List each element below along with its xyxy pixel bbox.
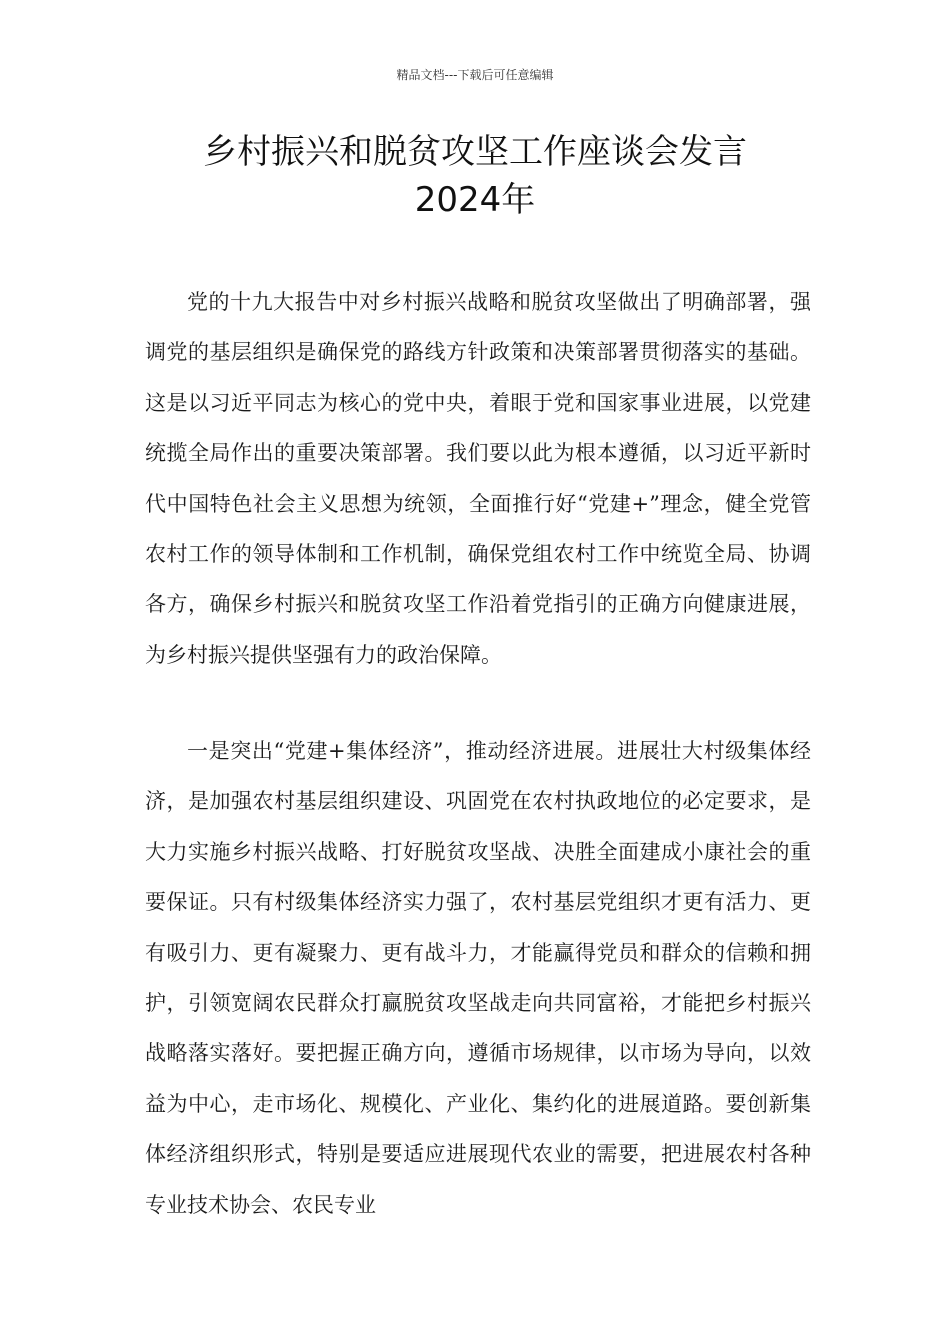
title-line-1: 乡村振兴和脱贫攻坚工作座谈会发言 (203, 132, 747, 172)
paragraph-1: 党的十九大报告中对乡村振兴战略和脱贫攻坚做出了明确部署，强调党的基层组织是确保党的路线方针政策和决策部署贯彻落实的基础。这是以习近平同志为核心的党中央，着眼于党和国家事业进展，以党建统揽全局作出的重要决策部署。我们要以此为根本遵循，以习近平新时代中国特色社会主义思想为统领，全面推行好“党建+”理念，健全党管农村工作的领导体制和工作机制，确保党组农村工作中统览全局、协调各方，确保乡村振兴和脱贫攻坚工作沿着党指引的正确方向健康进展，为乡村振兴提供坚强有力的政治保障。 (145, 290, 811, 667)
paragraph-2: 一是突出“党建+集体经济”，推动经济进展。进展壮大村级集体经济，是加强农村基层组织建设、巩固党在农村执政地位的必定要求，是大力实施乡村振兴战略、打好脱贫攻坚战、决胜全面建成小康社会的重要保证。只有村级集体经济实力强了，农村基层党组织才更有活力、更有吸引力、更有凝聚力、更有战斗力，才能赢得党员和群众的信赖和拥护，引领宽阔农民群众打赢脱贫攻坚战走向共同富裕，才能把乡村振兴战略落实落好。要把握正确方向，遵循市场规律，以市场为导向，以效益为中心，走市场化、规模化、产业化、集约化的进展道路。要创新集体经济组织形式，特别是要适应进展现代农业的需要，把进展农村各种专业技术协会、农民专业 (145, 739, 811, 1217)
document-title (0, 128, 950, 224)
title-line-2: 2024年 (414, 180, 536, 220)
header-note: 精品文档---下载后可任意编辑 (396, 68, 554, 82)
